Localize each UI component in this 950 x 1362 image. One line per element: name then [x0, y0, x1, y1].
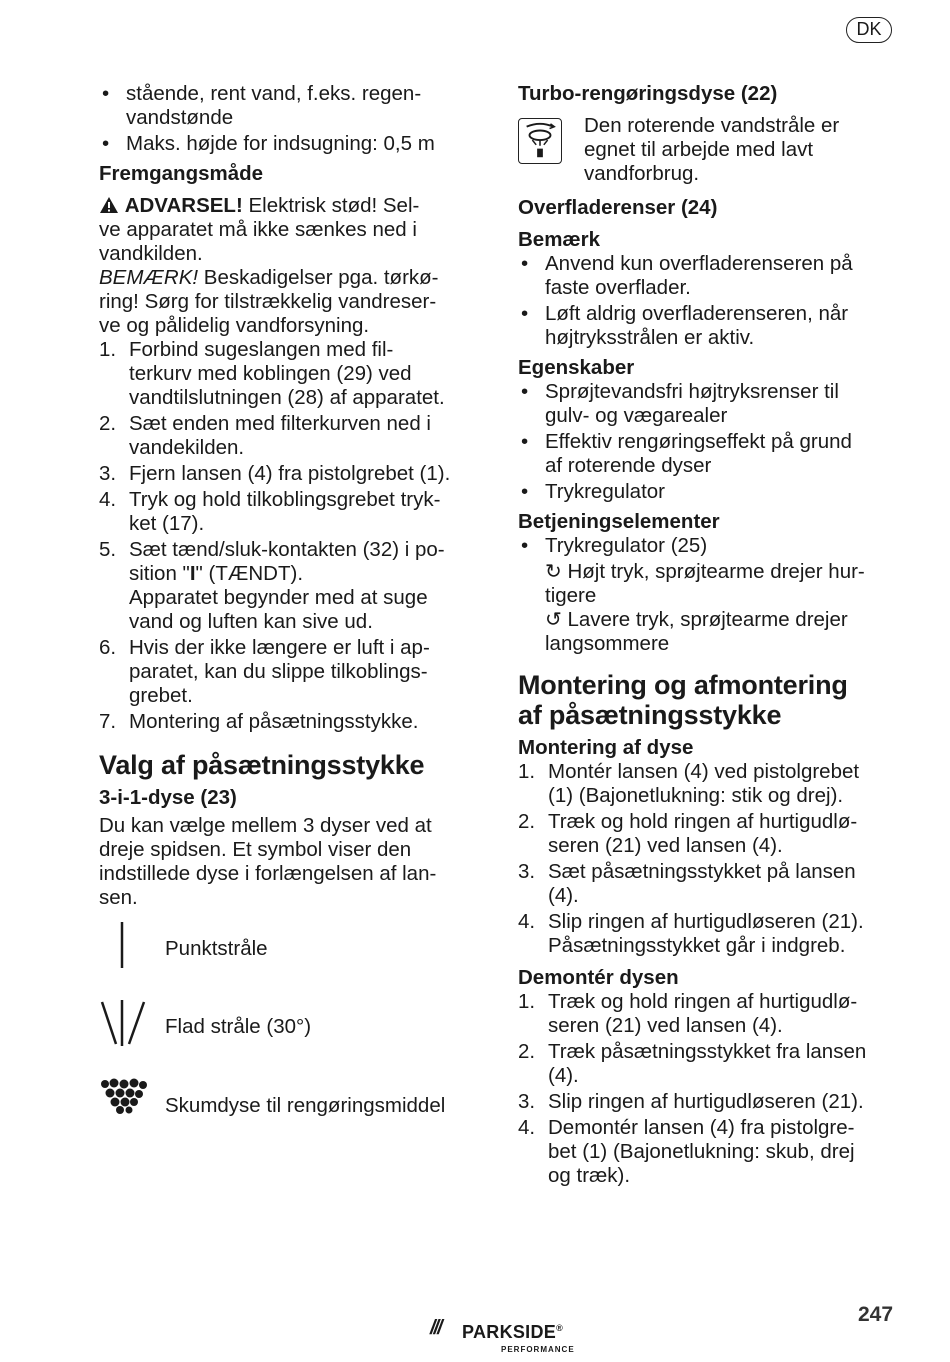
list-item	[518, 480, 898, 504]
control-text: langsommere	[545, 632, 670, 655]
note-label: BEMÆRK!	[99, 266, 199, 289]
step-item	[99, 412, 475, 460]
nozzle-label: Skumdyse til rengøringsmiddel	[165, 1094, 446, 1117]
paragraph-line: dreje spidsen. Et symbol viser den	[99, 838, 412, 861]
point-jet-icon	[99, 920, 149, 970]
step-line: Fjern lansen (4) fra pistolgrebet (1).	[129, 462, 451, 485]
step-number: 3.	[518, 860, 536, 883]
step-line: Sæt påsætningsstykket på lansen	[548, 860, 856, 883]
step-text: " (TÆNDT).	[195, 562, 304, 585]
warning-text: ve apparatet må ikke sænkes ned i	[99, 218, 417, 241]
control-text: Højt tryk, sprøjtearme drejer hur-	[561, 560, 865, 583]
step-number: 2.	[518, 810, 536, 833]
step-number: 3.	[518, 1090, 536, 1113]
dismount-heading: Demontér dysen	[518, 966, 679, 989]
step-item	[518, 910, 898, 958]
step-line: Demontér lansen (4) fra pistolgre-	[548, 1116, 855, 1139]
right-column	[518, 82, 898, 1190]
procedure-heading: Fremgangsmåde	[99, 162, 264, 185]
note-text: ve og pålidelig vandforsyning.	[99, 314, 370, 337]
step-line: seren (21) ved lansen (4).	[548, 1014, 783, 1037]
warning-text: Elektrisk stød! Sel-	[242, 194, 420, 217]
step-line: Påsætningsstykket går i indgreb.	[548, 934, 846, 957]
nozzle-heading: 3-i-1-dyse (23)	[99, 786, 237, 809]
on-symbol: I	[189, 562, 196, 585]
flat-jet-icon	[99, 998, 149, 1048]
high-pressure-note	[518, 560, 898, 584]
paragraph-line: egnet til arbejde med lavt	[584, 138, 814, 161]
step-number: 7.	[99, 710, 117, 733]
step-number: 1.	[518, 990, 536, 1013]
step-item	[518, 860, 898, 908]
turbo-nozzle-icon	[518, 118, 562, 164]
step-item	[99, 462, 475, 486]
list-item	[99, 132, 475, 156]
step-line: Slip ringen af hurtigudløseren (21).	[548, 1090, 864, 1113]
step-line: bet (1) (Bajonetlukning: skub, drej	[548, 1140, 855, 1163]
step-line: (4).	[548, 884, 579, 907]
step-line	[129, 562, 475, 586]
clockwise-arrow-icon: ↻	[545, 561, 562, 583]
bullet-line: • Trykregulator (25)	[545, 534, 708, 557]
step-line: Træk og hold ringen af hurtigudlø-	[548, 990, 858, 1013]
step-number: 2.	[99, 412, 117, 435]
warning-label: ADVARSEL!	[124, 194, 243, 217]
list-item	[518, 534, 898, 558]
section-title-line: af påsætningsstykke	[518, 700, 782, 730]
surface-heading: Overfladerenser (24)	[518, 196, 718, 219]
step-line: ket (17).	[129, 512, 205, 535]
step-line: og træk).	[548, 1164, 631, 1187]
paragraph-line: Den roterende vandstråle er	[584, 114, 840, 137]
step-line: Tryk og hold tilkoblingsgrebet tryk-	[129, 488, 441, 511]
logo-slashes: ///	[430, 1317, 441, 1339]
bullet-line: • Trykregulator	[545, 480, 665, 503]
nozzle-option	[99, 998, 475, 1076]
step-item	[518, 990, 898, 1038]
step-number: 6.	[99, 636, 117, 659]
nozzle-label: Punktstråle	[165, 937, 268, 960]
bullet-line: • Effektiv rengøringseffekt på grund	[545, 430, 852, 453]
bullet-line: • Løft aldrig overfladerenseren, når	[545, 302, 849, 325]
list-item	[99, 82, 475, 130]
low-pressure-note	[518, 608, 898, 632]
step-number: 1.	[99, 338, 117, 361]
step-line: Sæt tænd/sluk-kontakten (32) i po-	[129, 538, 445, 561]
note-paragraph	[99, 266, 475, 338]
step-line: vandtilslutningen (28) af apparatet.	[129, 386, 445, 409]
step-line: paratet, kan du slippe tilkoblings-	[129, 660, 428, 683]
step-line: (4).	[548, 1064, 579, 1087]
step-number: 4.	[518, 1116, 536, 1139]
section-title: Valg af påsætningsstykke	[99, 750, 425, 780]
step-item	[518, 1116, 898, 1188]
bullet-line: • stående, rent vand, f.eks. regen-	[126, 82, 422, 105]
step-number: 1.	[518, 760, 536, 783]
step-item	[518, 760, 898, 808]
step-line: terkurv med koblingen (29) ved	[129, 362, 412, 385]
step-item	[99, 710, 475, 734]
step-line: grebet.	[129, 684, 193, 707]
step-number: 2.	[518, 1040, 536, 1063]
nozzle-option	[99, 920, 475, 998]
step-item	[99, 538, 475, 634]
step-number: 4.	[99, 488, 117, 511]
note-heading: Bemærk	[518, 228, 601, 251]
page-number: 247	[858, 1303, 894, 1326]
logo-brand-text: PARKSIDE	[462, 1322, 557, 1342]
warning-text: vandkilden.	[99, 242, 203, 265]
left-column	[99, 82, 475, 1154]
step-line: Montering af påsætningsstykke.	[129, 710, 419, 733]
paragraph-line: sen.	[99, 886, 138, 909]
step-line: Sæt enden med filterkurven ned i	[129, 412, 431, 435]
step-line: (1) (Bajonetlukning: stik og drej).	[548, 784, 844, 807]
step-line: Træk og hold ringen af hurtigudlø-	[548, 810, 858, 833]
foam-nozzle-icon	[99, 1076, 149, 1126]
features-heading: Egenskaber	[518, 356, 635, 379]
step-line: Hvis der ikke længere er luft i ap-	[129, 636, 430, 659]
note-text: ring! Sørg for tilstrækkelig vandreser-	[99, 290, 437, 313]
step-line: Apparatet begynder med at suge	[129, 586, 428, 609]
step-number: 4.	[518, 910, 536, 933]
step-item	[99, 636, 475, 708]
step-line: vand og luften kan sive ud.	[129, 610, 373, 633]
section-title-line: Montering og afmontering	[518, 670, 848, 700]
bullet-line: • Maks. højde for indsugning: 0,5 m	[126, 132, 435, 155]
list-item	[518, 430, 898, 478]
bullet-line: faste overflader.	[545, 276, 691, 299]
step-line: seren (21) ved lansen (4).	[548, 834, 783, 857]
step-line: Slip ringen af hurtigudløseren (21).	[548, 910, 864, 933]
step-line: Montér lansen (4) ved pistolgrebet	[548, 760, 860, 783]
step-item	[518, 1040, 898, 1088]
mount-heading: Montering af dyse	[518, 736, 694, 759]
note-text: Beskadigelser pga. tørkø-	[198, 266, 439, 289]
turbo-heading: Turbo-rengøringsdyse (22)	[518, 82, 778, 105]
bullet-line: • Anvend kun overfladerenseren på	[545, 252, 853, 275]
bullet-line: gulv- og vægarealer	[545, 404, 728, 427]
step-item	[99, 338, 475, 410]
paragraph-line: vandforbrug.	[584, 162, 700, 185]
step-item	[518, 810, 898, 858]
control-text: tigere	[545, 584, 597, 607]
step-line: Forbind sugeslangen med fil-	[129, 338, 394, 361]
step-number: 3.	[99, 462, 117, 485]
step-line: Træk påsætningsstykket fra lansen	[548, 1040, 867, 1063]
nozzle-option	[99, 1076, 475, 1154]
step-number: 5.	[99, 538, 117, 561]
bullet-line: højtryksstrålen er aktiv.	[545, 326, 755, 349]
step-item	[518, 1090, 898, 1114]
step-line: vandekilden.	[129, 436, 245, 459]
warning-paragraph	[99, 194, 475, 266]
controls-heading: Betjeningselementer	[518, 510, 720, 533]
turbo-block	[518, 114, 898, 186]
step-item	[99, 488, 475, 536]
language-badge: DK	[846, 17, 892, 43]
list-item	[518, 252, 898, 300]
bullet-line: • Sprøjtevandsfri højtryksrenser til	[545, 380, 839, 403]
registered-mark: ®	[556, 1323, 564, 1333]
control-text: Lavere tryk, sprøjtearme drejer	[561, 608, 848, 631]
bullet-line: af roterende dyser	[545, 454, 712, 477]
list-item	[518, 380, 898, 428]
list-item	[518, 302, 898, 350]
bullet-line: vandstønde	[126, 106, 234, 129]
section-title	[518, 670, 898, 730]
step-text: sition "	[129, 562, 190, 585]
logo-subtitle: PERFORMANCE	[501, 1345, 575, 1354]
paragraph-line: Du kan vælge mellem 3 dyser ved at	[99, 814, 432, 837]
counterclockwise-arrow-icon: ↺	[545, 609, 562, 631]
paragraph-line: indstillede dyse i forlængelsen af lan-	[99, 862, 437, 885]
nozzle-label: Flad stråle (30°)	[165, 1015, 312, 1038]
warning-icon	[99, 196, 119, 214]
